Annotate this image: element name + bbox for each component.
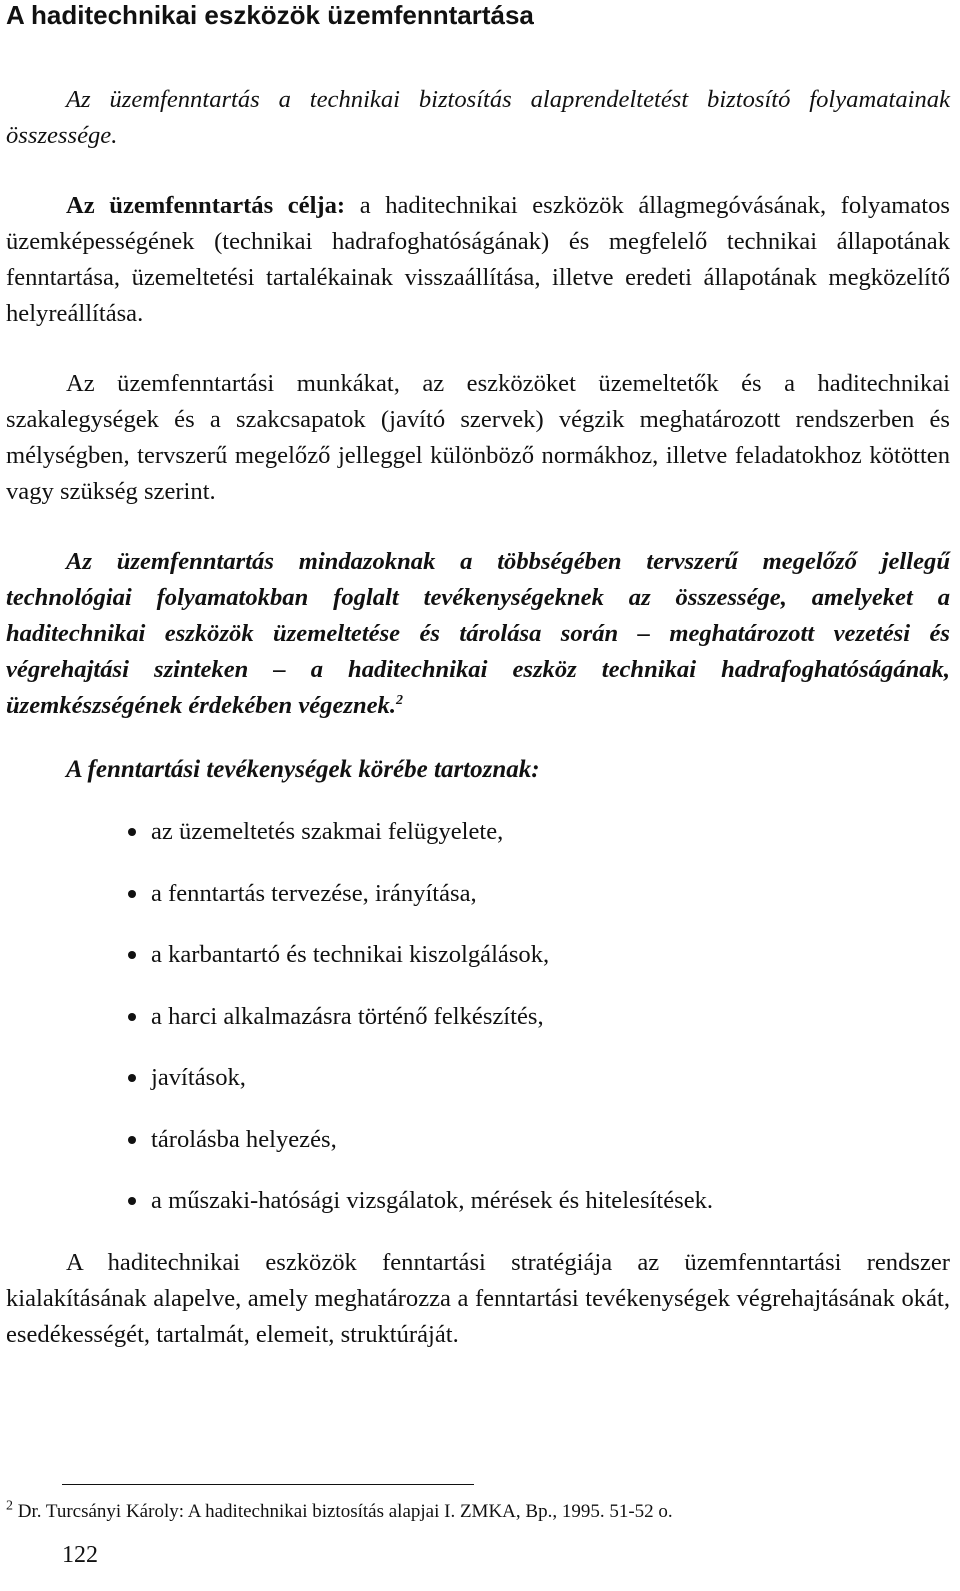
list-item: javítások, [6,1060,950,1096]
list-item: az üzemeltetés szakmai felügyelete, [6,814,950,850]
activity-list [6,814,950,1219]
list-item: a műszaki-hatósági vizsgálatok, mérések és hitelesítések. [6,1183,950,1219]
footnote-reference: 2 [396,692,403,708]
paragraph-summary [6,544,950,724]
paragraph-goal [6,188,950,332]
footnote-divider [62,1484,474,1485]
footnote-text: Dr. Turcsányi Károly: A haditechnikai biztosítás alapjai I. ZMKA, Bp., 1995. 51-52 o. [13,1501,673,1522]
paragraph-definition: Az üzemfenntartás a technikai biztosítás alaprendeltetést biztosító folyamatainak összessége. [6,86,950,149]
document-page [6,0,950,1353]
bullet-icon [128,951,136,959]
paragraph-work: Az üzemfenntartási munkákat, az eszközöket üzemeltetők és a haditechnikai szakalegységek és a szakcsapatok (javító szervek) végzik meghatározott rendszerben és mélységben, tervszerű megelőző jelleggel különböző normákhoz, illetve feladatokhoz kötötten vagy szükség szerint. [6,370,950,505]
bullet-icon [128,1074,136,1082]
list-item: a fenntartás tervezése, irányítása, [6,876,950,912]
list-item: tárolásba helyezés, [6,1122,950,1158]
bullet-icon [128,1136,136,1144]
footnote [6,1500,673,1524]
list-item: a harci alkalmazásra történő felkészítés, [6,999,950,1035]
footnote-number: 2 [6,1498,13,1514]
goal-lead: Az üzemfenntartás célja: [66,192,346,219]
list-item: a karbantartó és technikai kiszolgálások, [6,937,950,973]
bullet-icon [128,890,136,898]
bullet-icon [128,1197,136,1205]
list-heading: A fenntartási tevékenységek körébe tartoznak: [66,756,540,783]
bullet-icon [128,1013,136,1021]
paragraph-strategy: A haditechnikai eszközök fenntartási stratégiája az üzemfenntartási rendszer kialakításának alapelve, amely meghatározza a fenntartási tevékenységek végrehajtásának okát, esedékességét, tartalmát, elemeit, struktúráját. [6,1248,950,1348]
summary-text: Az üzemfenntartás mindazoknak a többségében tervszerű megelőző jellegű technológiai folyamatokban foglalt tevékenységeknek az összessége, amelyeket a haditechnikai eszközök üzemeltetése és tárolása során – meghatározott vezetési és végrehajtási szinteken – a haditechnikai eszköz technikai hadrafoghatóságának, üzemkészségének érdekében végeznek. [6,548,950,719]
page-number: 122 [62,1542,98,1568]
goal-text: a haditechnikai eszközök állagmegóvásának, folyamatos üzemképességének (technikai hadrafoghatóságának) és megfelelő technikai állapotának fenntartása, üzemeltetési tartalékainak visszaállítása, illetve eredeti állapotának megközelítő helyreállítása. [6,192,950,327]
bullet-icon [128,828,136,836]
page-title: A haditechnikai eszközök üzemfenntartása [6,0,534,30]
